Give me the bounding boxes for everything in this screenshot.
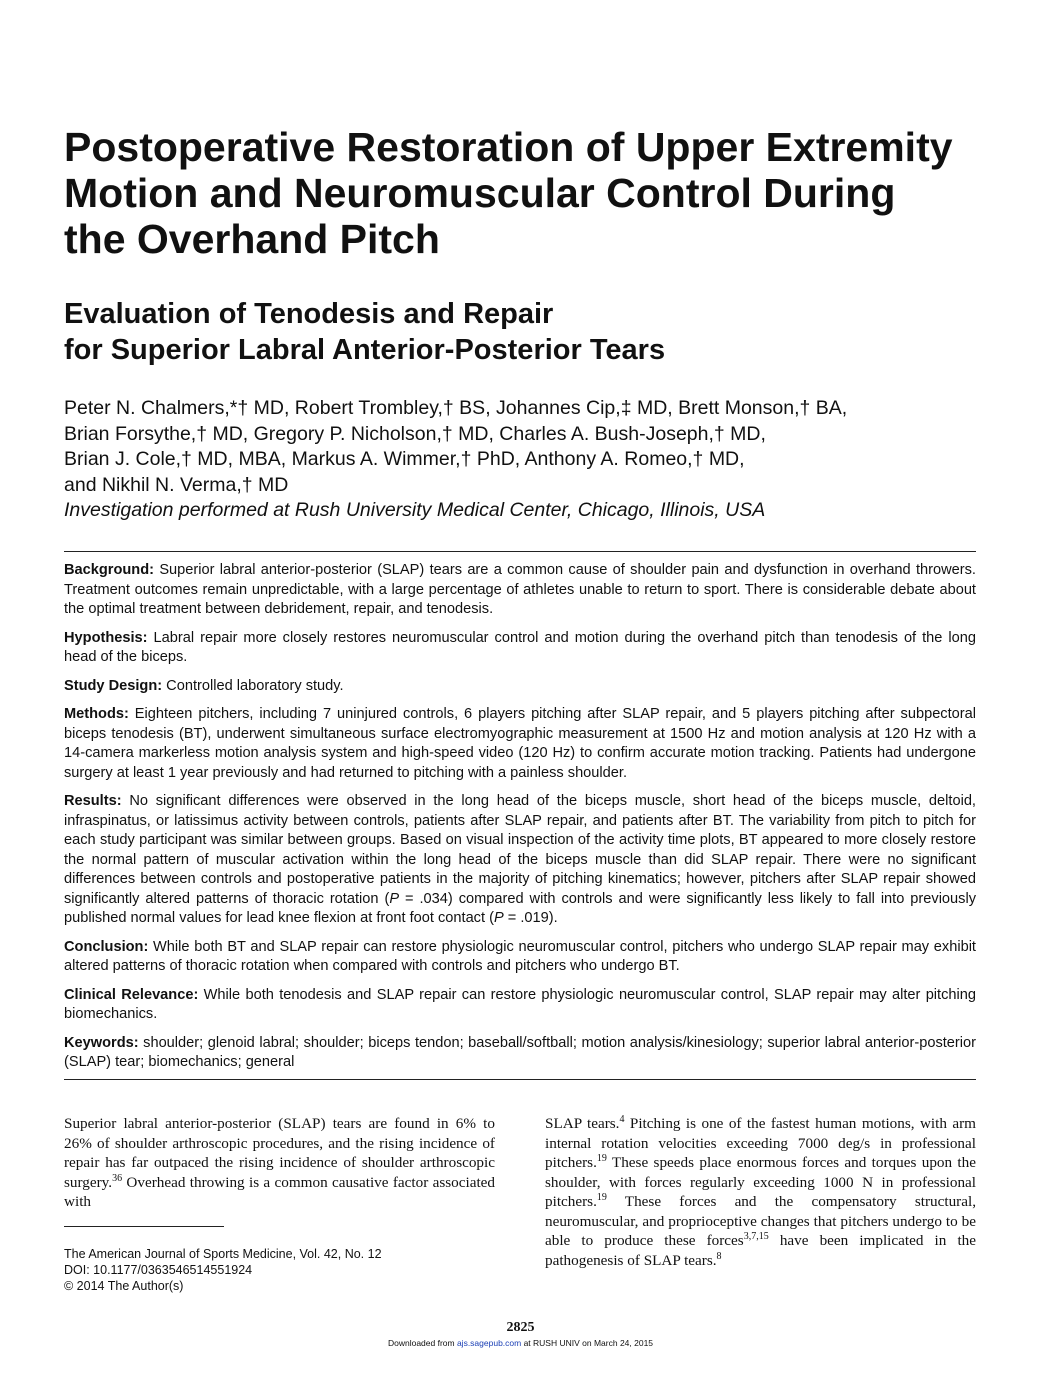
abstract-bottom-rule xyxy=(64,1079,976,1080)
article-subtitle xyxy=(64,296,964,368)
intro-paragraph-right xyxy=(545,1114,976,1270)
download-suffix: at RUSH UNIV on March 24, 2015 xyxy=(521,1338,654,1348)
citation: 36 xyxy=(112,1172,123,1184)
download-notice xyxy=(0,1338,1041,1348)
keywords-label: Keywords: xyxy=(64,1034,139,1051)
intro-text-2: Overhead throwing is a common causative factor associated with xyxy=(64,1173,495,1210)
journal-info xyxy=(64,1246,484,1294)
intro-text-7: have been implicated in the pathogenesis of SLAP tears. xyxy=(545,1232,976,1269)
abstract xyxy=(64,561,976,1082)
abstract-clinical-relevance xyxy=(64,986,976,1025)
relevance-label: Clinical Relevance: xyxy=(64,986,199,1003)
citation: 19 xyxy=(596,1191,607,1203)
p-value-symbol-2: P xyxy=(493,910,504,926)
affiliation: Investigation performed at Rush University Medical Center, Chicago, Illinois, USA xyxy=(64,499,766,521)
intro-text-1: Superior labral anterior-posterior (SLAP) tears are found in 6% to 26% of shoulder arthroscopic procedures, and the rising incidence of repair has far outpaced the rising incidence of shoulder arthroscopic surgery. xyxy=(64,1115,495,1191)
page-number: 2825 xyxy=(506,1320,535,1335)
abstract-methods xyxy=(64,705,976,783)
download-prefix: Downloaded from xyxy=(387,1338,457,1348)
author-line-2: Brian Forsythe,† MD, Gregory P. Nicholson,† MD, Charles A. Bush-Joseph,† MD, xyxy=(64,422,766,445)
author-line-4: and Nikhil N. Verma,† MD xyxy=(64,473,289,496)
conclusion-text: While both BT and SLAP repair can restore physiologic neuromuscular control, pitchers who undergo SLAP repair may exhibit altered patterns of thoracic rotation when compared with controls and pitchers who undergo BT. xyxy=(64,938,976,974)
design-label: Study Design: xyxy=(64,677,163,694)
background-label: Background: xyxy=(64,562,154,578)
citation: 4 xyxy=(619,1113,625,1125)
methods-label: Methods: xyxy=(64,706,129,722)
intro-text-4: Pitching is one of the fastest human motions, with arm internal rotation velocities exceeding 7000 deg/s in professional pitchers. xyxy=(545,1115,976,1171)
subtitle-line-1: Evaluation of Tenodesis and Repair xyxy=(64,298,554,330)
citation: 8 xyxy=(716,1250,722,1262)
article-title: Postoperative Restoration of Upper Extremity Motion and Neuromuscular Control During the Overhand Pitch xyxy=(64,124,953,262)
abstract-study-design xyxy=(64,677,976,697)
results-text-1: No significant differences were observed in the long head of the biceps muscle, short head of the biceps muscle, deltoid, infraspinatus, or latissimus activity between controls, patients after SLAP repair, and patients after BT. The variability from pitch to pitch for each study participant was similar between groups. Based on visual inspection of the activity time plots, BT appeared to more closely restore the normal pattern of muscular activation within the long head of the biceps muscle than did SLAP repair. There were no significant differences between controls and postoperative patients in the majority of pitching kinematics; however, pitchers after SLAP repair showed significantly altered patterns of thoracic rotation ( xyxy=(64,793,976,907)
abstract-background xyxy=(64,561,976,620)
citation: 19 xyxy=(596,1152,607,1164)
body-column-left xyxy=(64,1114,495,1212)
abstract-keywords xyxy=(64,1034,976,1073)
subtitle-line-2: for Superior Labral Anterior-Posterior Tears xyxy=(64,334,666,366)
conclusion-label: Conclusion: xyxy=(64,938,149,955)
doi: DOI: 10.1177/0363546514551924 xyxy=(64,1263,253,1277)
intro-text-5: These speeds place enormous forces and torques upon the shoulder, with forces regularly exceeding 1000 N in professional pitchers. xyxy=(545,1154,976,1210)
results-text-2: = .034) compared with controls and were significantly less likely to fall into previously published normal values for lead knee flexion at front foot contact ( xyxy=(64,890,976,926)
intro-text-3: SLAP tears. xyxy=(545,1115,620,1132)
citation: 3,7,15 xyxy=(743,1230,769,1242)
author-list xyxy=(64,396,994,524)
journal-citation: The American Journal of Sports Medicine, Vol. 42, No. 12 xyxy=(64,1247,382,1261)
author-line-1: Peter N. Chalmers,*† MD, Robert Trombley,† BS, Johannes Cip,‡ MD, Brett Monson,† BA, xyxy=(64,397,848,419)
intro-text-6: These forces and the compensatory structural, neuromuscular, and proprioceptive changes that pitchers undergo to be able to produce these forces xyxy=(545,1193,976,1249)
abstract-conclusion xyxy=(64,938,976,977)
abstract-results xyxy=(64,792,976,929)
hypothesis-label: Hypothesis: xyxy=(64,629,148,646)
intro-paragraph-left xyxy=(64,1114,495,1212)
copyright: © 2014 The Author(s) xyxy=(64,1279,184,1293)
background-text: Superior labral anterior-posterior (SLAP) tears are a common cause of shoulder pain and dysfunction in overhand throwers. Treatment outcomes remain unpredictable, with a large percentage of athletes unable to return to sport. There is considerable debate about the optimal treatment between debridement, repair, and tenodesis. xyxy=(64,562,976,617)
results-text-3: = .019). xyxy=(503,910,558,926)
author-line-3: Brian J. Cole,† MD, MBA, Markus A. Wimmer,† PhD, Anthony A. Romeo,† MD, xyxy=(64,448,745,470)
abstract-hypothesis xyxy=(64,629,976,668)
keywords-text: shoulder; glenoid labral; shoulder; biceps tendon; baseball/softball; motion analysis/kinesiology; superior labral anterior-posterior (SLAP) tear; biomechanics; general xyxy=(64,1034,976,1070)
hypothesis-text: Labral repair more closely restores neuromuscular control and motion during the overhand pitch than tenodesis of the long head of the biceps. xyxy=(64,629,976,665)
methods-text: Eighteen pitchers, including 7 uninjured controls, 6 players pitching after SLAP repair, and 5 players pitching after subpectoral biceps tenodesis (BT), underwent simultaneous surface electromyographic measurement at 1500 Hz and motion analysis at 120 Hz with a 14-camera markerless motion analysis system and high-speed video (120 Hz) to confirm accurate motion tracking. Patients had undergone surgery at least 1 year previously and had returned to pitching with a painless shoulder. xyxy=(64,706,976,781)
download-link[interactable]: ajs.sagepub.com xyxy=(456,1338,522,1348)
footnote-rule xyxy=(64,1226,224,1227)
p-value-symbol-1: P xyxy=(389,890,400,907)
abstract-top-rule xyxy=(64,551,976,552)
results-label: Results: xyxy=(64,793,122,809)
body-column-right xyxy=(545,1114,976,1270)
design-text: Controlled laboratory study. xyxy=(166,677,344,694)
relevance-text: While both tenodesis and SLAP repair can restore physiologic neuromuscular control, SLAP repair may alter pitching biomechanics. xyxy=(64,986,976,1022)
